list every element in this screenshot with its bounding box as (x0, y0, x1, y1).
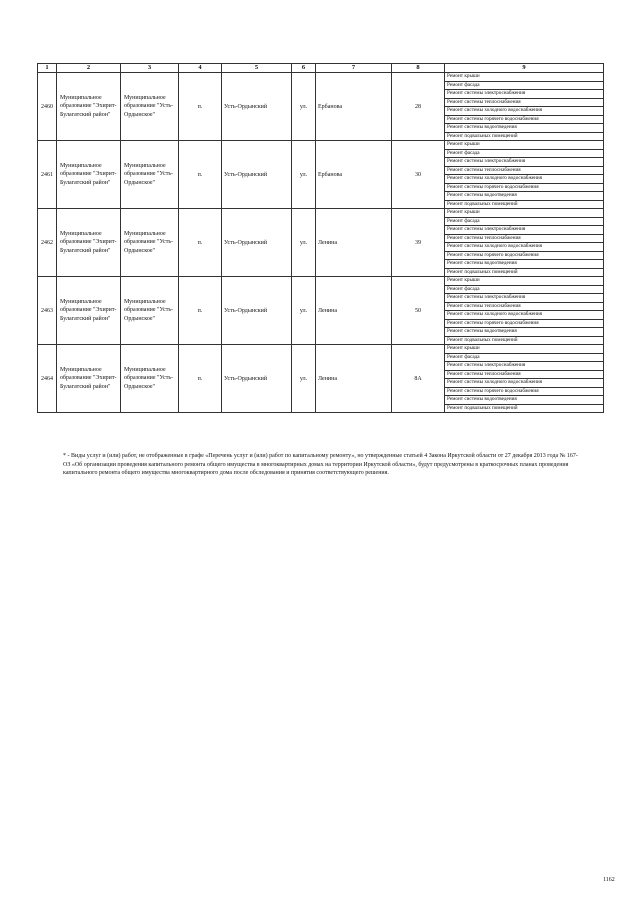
street-name: Ербанова (316, 141, 392, 209)
row-number: 2460 (38, 73, 57, 141)
street-type: ул. (292, 277, 316, 345)
table-row (38, 73, 604, 82)
header-col-4: 4 (179, 64, 222, 73)
repair-work-item: Ремонт системы водоотведения (445, 396, 604, 405)
repair-work-item: Ремонт крыши (445, 277, 604, 286)
repair-work-item: Ремонт системы горячего водоснабжения (445, 183, 604, 192)
repair-work-item: Ремонт крыши (445, 345, 604, 354)
repair-work-item: Ремонт подвальных помещений (445, 200, 604, 209)
locality-type: п. (179, 141, 222, 209)
house-number: 28 (392, 73, 445, 141)
repair-work-item: Ремонт системы электроснабжения (445, 158, 604, 167)
table-row (38, 209, 604, 218)
district-name: Муниципальное образование "Эхирит-Булагатский район" (57, 73, 121, 141)
repair-work-item: Ремонт системы электроснабжения (445, 90, 604, 99)
house-number: 30 (392, 141, 445, 209)
repair-work-item: Ремонт системы горячего водоснабжения (445, 387, 604, 396)
locality-name: Усть-Ордынский (222, 277, 292, 345)
header-col-3: 3 (121, 64, 179, 73)
street-type: ул. (292, 73, 316, 141)
repair-work-item: Ремонт фасада (445, 285, 604, 294)
repair-work-item: Ремонт крыши (445, 141, 604, 150)
repair-work-item: Ремонт системы теплоснабжения (445, 166, 604, 175)
row-number: 2462 (38, 209, 57, 277)
header-col-8: 8 (392, 64, 445, 73)
repair-work-item: Ремонт крыши (445, 209, 604, 218)
repair-work-item: Ремонт фасада (445, 81, 604, 90)
capital-repair-table (37, 63, 604, 413)
repair-work-item: Ремонт системы водоотведения (445, 124, 604, 133)
repair-work-item: Ремонт системы водоотведения (445, 260, 604, 269)
header-col-5: 5 (222, 64, 292, 73)
street-type: ул. (292, 209, 316, 277)
repair-work-item: Ремонт системы теплоснабжения (445, 370, 604, 379)
repair-work-item: Ремонт системы теплоснабжения (445, 98, 604, 107)
district-name: Муниципальное образование "Эхирит-Булагатский район" (57, 209, 121, 277)
repair-work-item: Ремонт системы теплоснабжения (445, 234, 604, 243)
table-row (38, 141, 604, 150)
locality-name: Усть-Ордынский (222, 141, 292, 209)
repair-work-item: Ремонт подвальных помещений (445, 132, 604, 141)
street-name: Ленина (316, 277, 392, 345)
header-col-9: 9 (445, 64, 604, 73)
repair-work-item: Ремонт системы холодного водоснабжения (445, 311, 604, 320)
page-number: 1162 (603, 877, 615, 883)
repair-work-item: Ремонт подвальных помещений (445, 404, 604, 413)
district-name: Муниципальное образование "Эхирит-Булагатский район" (57, 277, 121, 345)
repair-work-item: Ремонт системы водоотведения (445, 192, 604, 201)
repair-work-item: Ремонт системы электроснабжения (445, 226, 604, 235)
street-type: ул. (292, 141, 316, 209)
settlement-name: Муниципальное образование "Усть-Ордынское" (121, 209, 179, 277)
table-header (38, 64, 604, 73)
repair-work-item: Ремонт системы водоотведения (445, 328, 604, 337)
row-number: 2464 (38, 345, 57, 413)
repair-work-item: Ремонт системы холодного водоснабжения (445, 243, 604, 252)
house-number: 39 (392, 209, 445, 277)
row-number: 2463 (38, 277, 57, 345)
locality-type: п. (179, 209, 222, 277)
street-type: ул. (292, 345, 316, 413)
repair-work-item: Ремонт системы горячего водоснабжения (445, 319, 604, 328)
street-name: Ленина (316, 345, 392, 413)
street-name: Ленина (316, 209, 392, 277)
house-number: 50 (392, 277, 445, 345)
repair-work-item: Ремонт системы холодного водоснабжения (445, 175, 604, 184)
header-col-6: 6 (292, 64, 316, 73)
repair-work-item: Ремонт фасада (445, 217, 604, 226)
table-row (38, 277, 604, 286)
repair-work-item: Ремонт фасада (445, 149, 604, 158)
repair-work-item: Ремонт системы электроснабжения (445, 362, 604, 371)
repair-work-item: Ремонт крыши (445, 73, 604, 82)
settlement-name: Муниципальное образование "Усть-Ордынское" (121, 277, 179, 345)
footnote: * - Виды услуг и (или) работ, не отображенные в графе «Перечень услуг и (или) работ по капитальному ремонту», но утвержденные статьей 4 Закона Иркутской области от 27 декабря 2013 года № 167-ОЗ «Об организации проведения капитального ремонта общего имущества в многоквартирных домах на территории Иркутской области», будут предусмотрены в краткосрочных планах проведения капитального ремонта общего имущества многоквартирного дома после обследования и принятия соответствующего решения. (63, 453, 578, 477)
header-col-7: 7 (316, 64, 392, 73)
locality-type: п. (179, 73, 222, 141)
locality-name: Усть-Ордынский (222, 345, 292, 413)
street-name: Ербанова (316, 73, 392, 141)
locality-name: Усть-Ордынский (222, 73, 292, 141)
repair-work-item: Ремонт системы холодного водоснабжения (445, 107, 604, 116)
repair-work-item: Ремонт подвальных помещений (445, 268, 604, 277)
settlement-name: Муниципальное образование "Усть-Ордынское" (121, 345, 179, 413)
table-body (38, 73, 604, 413)
header-col-2: 2 (57, 64, 121, 73)
locality-type: п. (179, 345, 222, 413)
repair-work-item: Ремонт системы холодного водоснабжения (445, 379, 604, 388)
locality-name: Усть-Ордынский (222, 209, 292, 277)
house-number: 8А (392, 345, 445, 413)
settlement-name: Муниципальное образование "Усть-Ордынское" (121, 141, 179, 209)
repair-work-item: Ремонт системы горячего водоснабжения (445, 115, 604, 124)
table-row (38, 345, 604, 354)
repair-work-item: Ремонт системы горячего водоснабжения (445, 251, 604, 260)
repair-work-item: Ремонт фасада (445, 353, 604, 362)
settlement-name: Муниципальное образование "Усть-Ордынское" (121, 73, 179, 141)
district-name: Муниципальное образование "Эхирит-Булагатский район" (57, 345, 121, 413)
repair-work-item: Ремонт системы электроснабжения (445, 294, 604, 303)
row-number: 2461 (38, 141, 57, 209)
locality-type: п. (179, 277, 222, 345)
district-name: Муниципальное образование "Эхирит-Булагатский район" (57, 141, 121, 209)
header-col-1: 1 (38, 64, 57, 73)
repair-work-item: Ремонт системы теплоснабжения (445, 302, 604, 311)
repair-work-item: Ремонт подвальных помещений (445, 336, 604, 345)
